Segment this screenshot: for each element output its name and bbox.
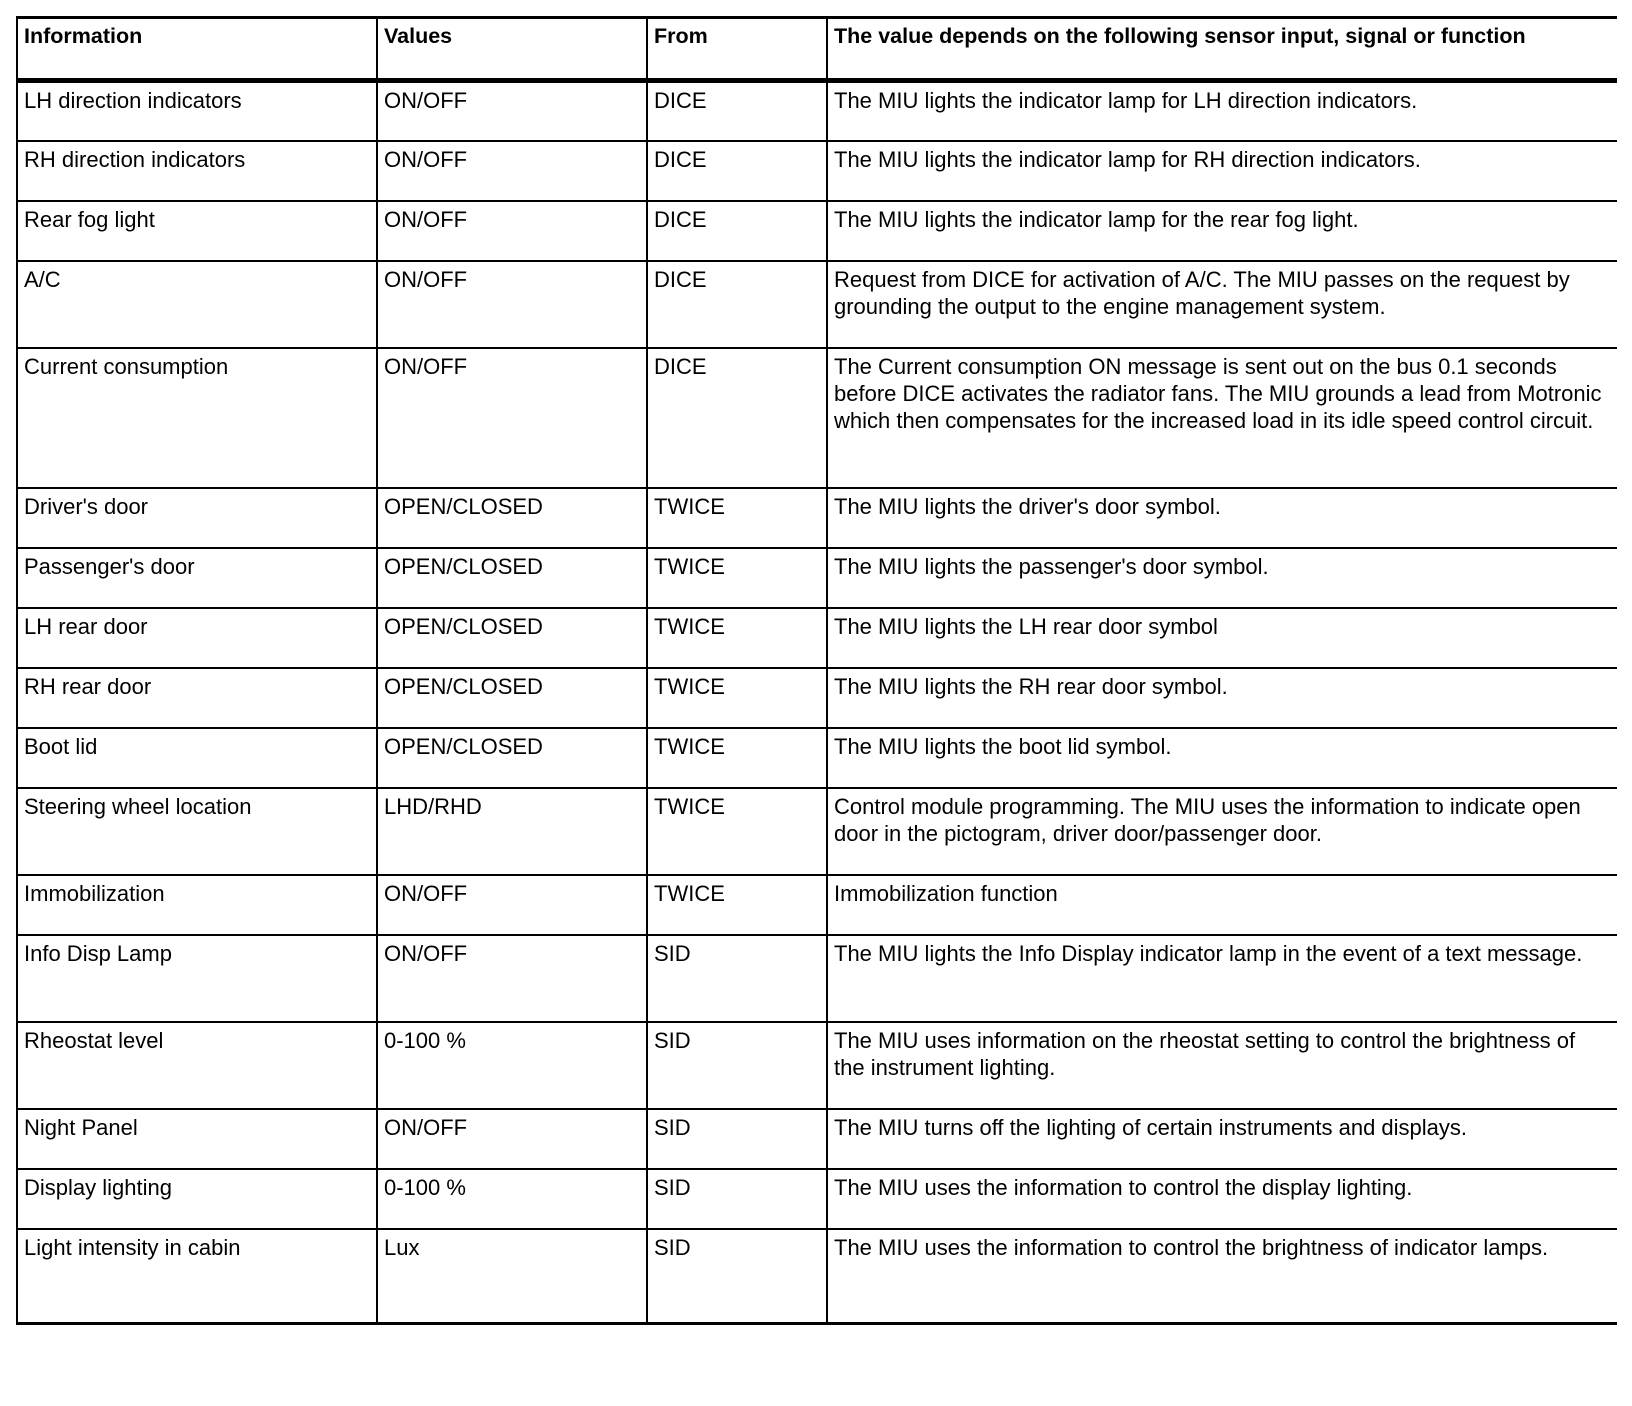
cell-information: Rear fog light	[17, 201, 377, 261]
cell-information: Night Panel	[17, 1109, 377, 1169]
cell-description: The MIU lights the indicator lamp for LH direction indicators.	[827, 81, 1617, 141]
cell-values: ON/OFF	[377, 261, 647, 348]
cell-from: SID	[647, 1022, 827, 1109]
cell-from: TWICE	[647, 488, 827, 548]
table-row	[17, 1169, 1617, 1229]
cell-from: DICE	[647, 261, 827, 348]
cell-from: SID	[647, 935, 827, 1022]
cell-information: Current consumption	[17, 348, 377, 488]
cell-information: RH direction indicators	[17, 141, 377, 201]
cell-values: OPEN/CLOSED	[377, 728, 647, 788]
cell-information: Display lighting	[17, 1169, 377, 1229]
cell-from: SID	[647, 1229, 827, 1324]
cell-values: 0-100 %	[377, 1169, 647, 1229]
cell-information: Light intensity in cabin	[17, 1229, 377, 1324]
table-row	[17, 141, 1617, 201]
cell-values: ON/OFF	[377, 1109, 647, 1169]
cell-values: ON/OFF	[377, 875, 647, 935]
cell-information: LH direction indicators	[17, 81, 377, 141]
cell-description: The MIU uses the information to control the brightness of indicator lamps.	[827, 1229, 1617, 1324]
cell-values: 0-100 %	[377, 1022, 647, 1109]
cell-from: TWICE	[647, 728, 827, 788]
cell-values: OPEN/CLOSED	[377, 488, 647, 548]
cell-information: Boot lid	[17, 728, 377, 788]
cell-from: SID	[647, 1109, 827, 1169]
cell-description: Immobilization function	[827, 875, 1617, 935]
table-row	[17, 261, 1617, 348]
cell-values: ON/OFF	[377, 81, 647, 141]
cell-description: The Current consumption ON message is sent out on the bus 0.1 seconds before DICE activates the radiator fans. The MIU grounds a lead from Motronic which then compensates for the increased load in its idle speed control circuit.	[827, 348, 1617, 488]
cell-values: Lux	[377, 1229, 647, 1324]
cell-from: DICE	[647, 141, 827, 201]
cell-from: DICE	[647, 201, 827, 261]
table-row	[17, 348, 1617, 488]
cell-description: The MIU lights the passenger's door symbol.	[827, 548, 1617, 608]
cell-information: Info Disp Lamp	[17, 935, 377, 1022]
cell-information: LH rear door	[17, 608, 377, 668]
header-row	[17, 18, 1617, 81]
cell-from: TWICE	[647, 608, 827, 668]
table-row	[17, 1022, 1617, 1109]
table-row	[17, 1109, 1617, 1169]
cell-from: TWICE	[647, 875, 827, 935]
table-row	[17, 201, 1617, 261]
cell-description: The MIU lights the indicator lamp for the rear fog light.	[827, 201, 1617, 261]
cell-information: Rheostat level	[17, 1022, 377, 1109]
table-row	[17, 728, 1617, 788]
cell-information: Immobilization	[17, 875, 377, 935]
cell-from: TWICE	[647, 548, 827, 608]
header-information: Information	[17, 18, 377, 81]
cell-information: A/C	[17, 261, 377, 348]
cell-from: SID	[647, 1169, 827, 1229]
cell-values: ON/OFF	[377, 141, 647, 201]
header-values: Values	[377, 18, 647, 81]
cell-values: OPEN/CLOSED	[377, 608, 647, 668]
information-table	[16, 16, 1617, 1325]
cell-description: The MIU turns off the lighting of certain instruments and displays.	[827, 1109, 1617, 1169]
header-from: From	[647, 18, 827, 81]
cell-values: OPEN/CLOSED	[377, 548, 647, 608]
cell-description: The MIU uses information on the rheostat setting to control the brightness of the instrument lighting.	[827, 1022, 1617, 1109]
cell-information: RH rear door	[17, 668, 377, 728]
cell-description: The MIU uses the information to control the display lighting.	[827, 1169, 1617, 1229]
cell-values: ON/OFF	[377, 935, 647, 1022]
table-row	[17, 875, 1617, 935]
cell-description: The MIU lights the indicator lamp for RH direction indicators.	[827, 141, 1617, 201]
cell-information: Driver's door	[17, 488, 377, 548]
table-row	[17, 935, 1617, 1022]
cell-from: DICE	[647, 348, 827, 488]
cell-from: TWICE	[647, 668, 827, 728]
cell-from: DICE	[647, 81, 827, 141]
cell-from: TWICE	[647, 788, 827, 875]
table-row	[17, 548, 1617, 608]
cell-description: The MIU lights the Info Display indicator lamp in the event of a text message.	[827, 935, 1617, 1022]
table-row	[17, 608, 1617, 668]
cell-values: LHD/RHD	[377, 788, 647, 875]
cell-information: Steering wheel location	[17, 788, 377, 875]
header-dependency: The value depends on the following sensor input, signal or function	[827, 18, 1617, 81]
cell-description: The MIU lights the RH rear door symbol.	[827, 668, 1617, 728]
table-row	[17, 668, 1617, 728]
table-row	[17, 488, 1617, 548]
table-row	[17, 1229, 1617, 1324]
cell-values: OPEN/CLOSED	[377, 668, 647, 728]
cell-description: The MIU lights the boot lid symbol.	[827, 728, 1617, 788]
cell-values: ON/OFF	[377, 348, 647, 488]
cell-description: Control module programming. The MIU uses the information to indicate open door in the pictogram, driver door/passenger door.	[827, 788, 1617, 875]
table-row	[17, 788, 1617, 875]
table-row	[17, 81, 1617, 141]
cell-description: The MIU lights the driver's door symbol.	[827, 488, 1617, 548]
cell-description: The MIU lights the LH rear door symbol	[827, 608, 1617, 668]
cell-values: ON/OFF	[377, 201, 647, 261]
cell-information: Passenger's door	[17, 548, 377, 608]
cell-description: Request from DICE for activation of A/C. The MIU passes on the request by grounding the output to the engine management system.	[827, 261, 1617, 348]
